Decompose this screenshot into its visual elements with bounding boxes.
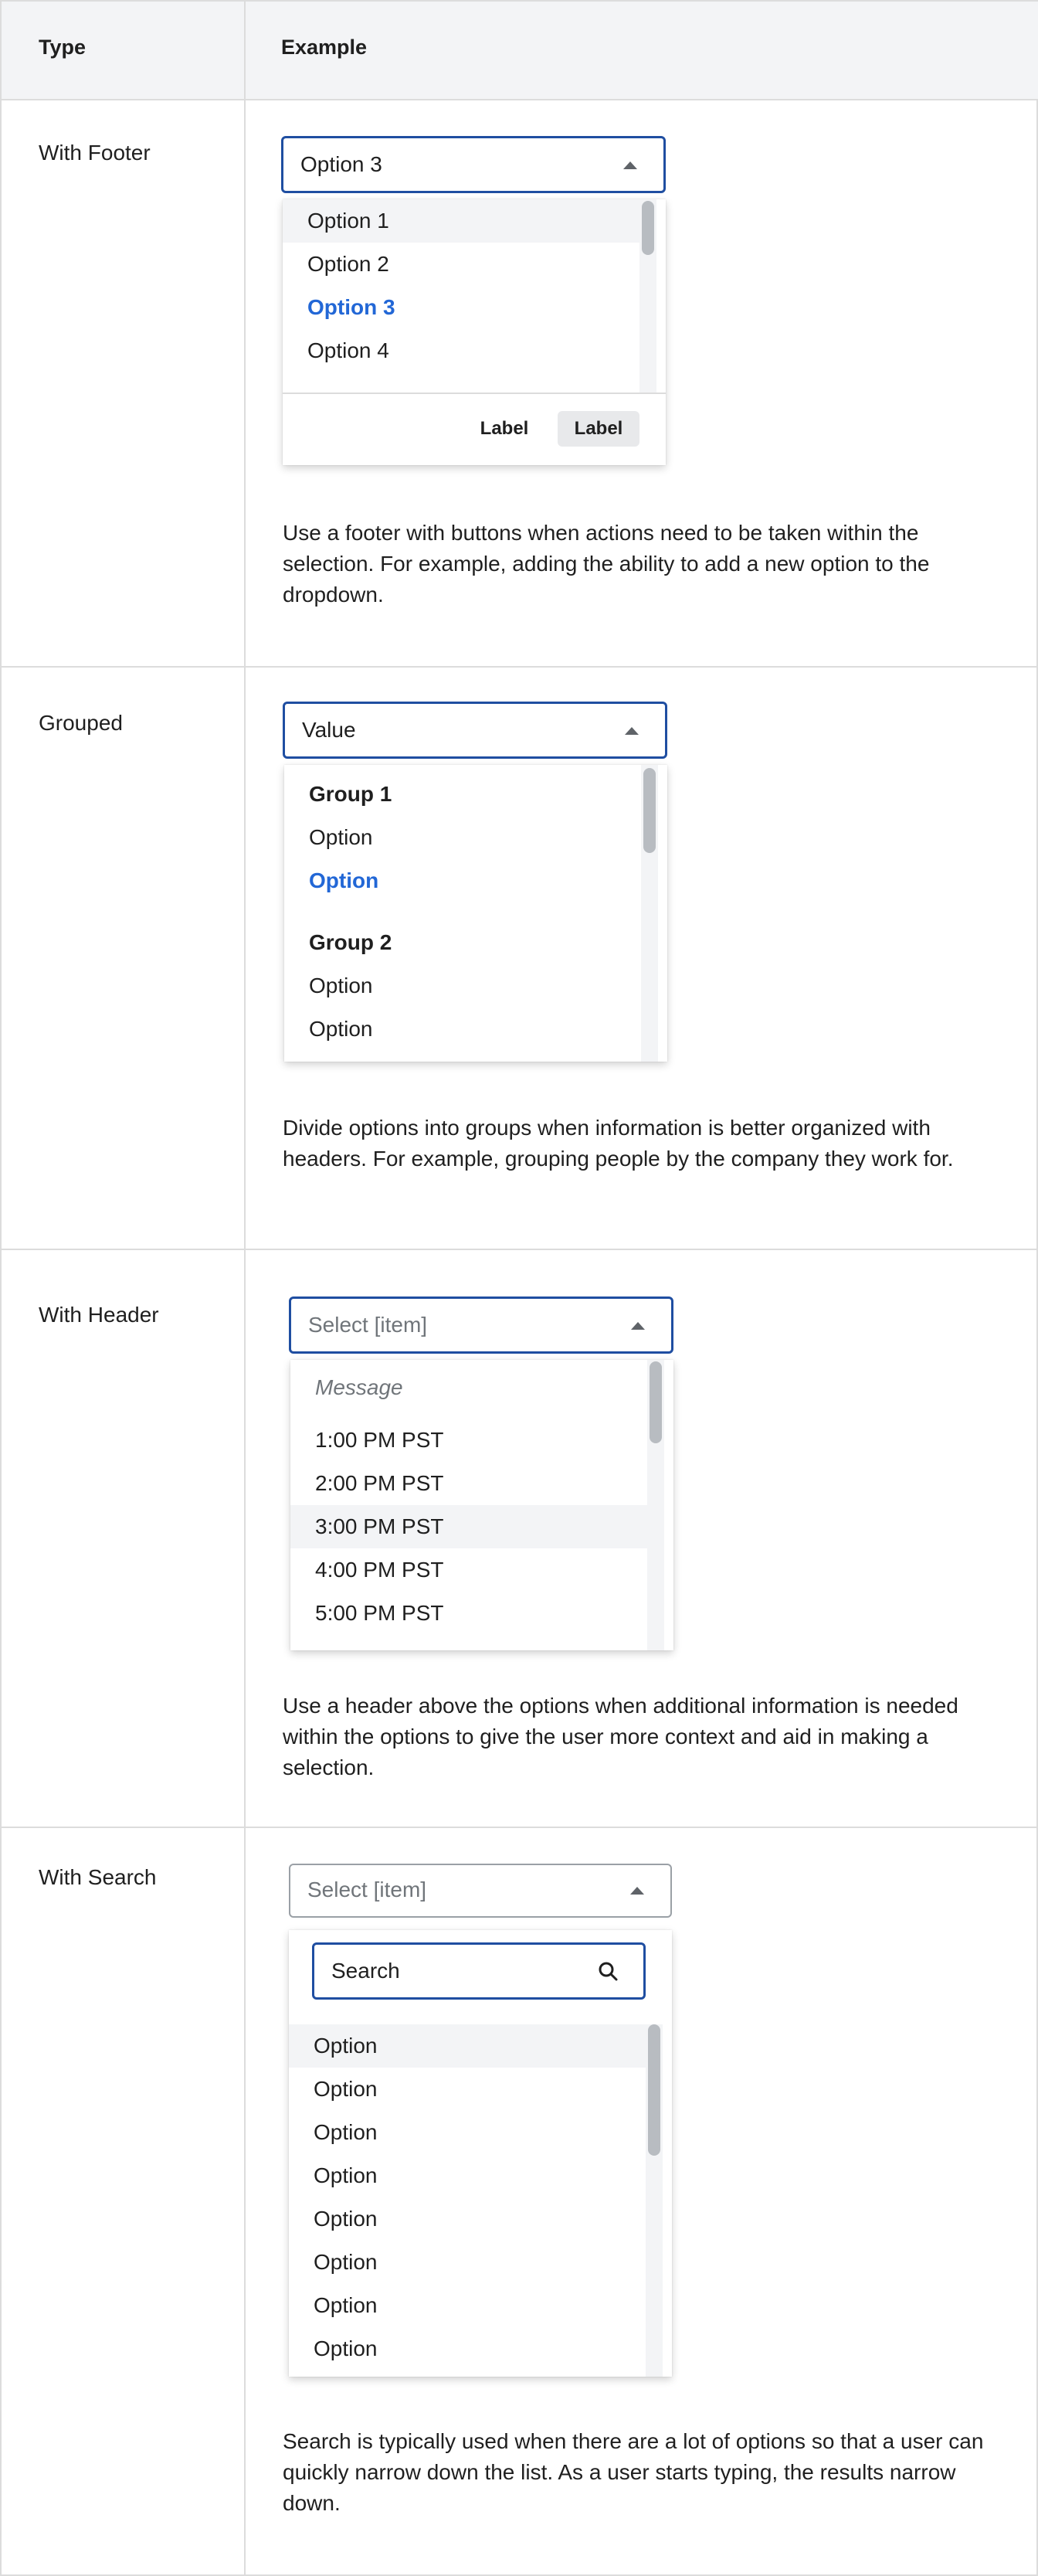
scrollbar-track[interactable] <box>646 2024 663 2377</box>
scrollbar-track[interactable] <box>647 1360 664 1650</box>
row-divider <box>2 1249 1038 1250</box>
option-item-selected[interactable]: Option 3 <box>307 295 395 319</box>
header-description: Use a header above the options when additional information is needed within the options to give the user more context and aid in making a selection. <box>283 1694 958 1779</box>
option-item[interactable]: Option <box>309 974 373 997</box>
option-item[interactable]: 4:00 PM PST <box>315 1558 444 1582</box>
search-text: Search <box>331 1959 400 1983</box>
option-item-hover[interactable]: Option <box>289 2024 646 2068</box>
row-divider <box>2 1827 1038 1828</box>
scrollbar-thumb[interactable] <box>648 2024 660 2156</box>
header-select[interactable] <box>289 1296 673 1354</box>
type-grouped: Grouped <box>39 711 123 735</box>
example-column-header: Example <box>281 36 368 59</box>
row-divider <box>2 99 1038 100</box>
scrollbar-thumb[interactable] <box>650 1361 662 1443</box>
scrollbar-thumb[interactable] <box>642 201 654 255</box>
type-with-search: With Search <box>39 1865 157 1889</box>
search-icon[interactable] <box>597 1960 620 1983</box>
grouped-select[interactable] <box>283 702 667 759</box>
option-item[interactable]: Option <box>314 2336 378 2360</box>
footer-label-button[interactable]: Label <box>480 418 529 439</box>
option-item[interactable]: Option 2 <box>307 252 389 276</box>
footer-divider <box>283 393 666 394</box>
option-item[interactable]: Option 1 <box>283 199 639 243</box>
caret-up-icon <box>630 1887 644 1895</box>
footer-label-button-filled[interactable]: Label <box>558 411 639 447</box>
option-item[interactable]: Option <box>314 2120 378 2144</box>
option-item-selected[interactable]: Option <box>309 868 379 892</box>
select-placeholder: Select [item] <box>307 1878 427 1901</box>
footer-select[interactable] <box>281 136 666 193</box>
select-placeholder: Select [item] <box>308 1313 428 1337</box>
option-item[interactable]: 5:00 PM PST <box>315 1601 444 1625</box>
caret-up-icon <box>625 727 639 735</box>
header-dropdown-menu <box>290 1360 673 1650</box>
footer-description: Use a footer with buttons when actions need to be taken within the selection. For example, adding the ability to add a new option to the dropdown. <box>283 521 930 607</box>
option-item[interactable]: 1:00 PM PST <box>315 1428 444 1452</box>
type-column-header: Type <box>39 36 86 59</box>
search-dropdown-menu <box>289 1930 672 2377</box>
column-divider <box>244 2 246 2576</box>
option-item[interactable]: Option <box>309 825 373 849</box>
type-with-header: With Header <box>39 1303 159 1327</box>
table-header <box>2 2 1038 99</box>
footer-dropdown-menu <box>283 199 666 465</box>
select-value: Option 3 <box>300 152 382 176</box>
grouped-dropdown-menu <box>284 765 667 1062</box>
search-input[interactable] <box>312 1942 646 2000</box>
header-message: Message <box>315 1375 403 1399</box>
option-item[interactable]: Option <box>314 2207 378 2231</box>
type-with-footer: With Footer <box>39 141 151 165</box>
caret-up-icon <box>623 161 637 169</box>
group-header: Group 1 <box>309 782 392 806</box>
option-item-hover[interactable]: 3:00 PM PST <box>290 1505 647 1548</box>
scrollbar-track[interactable] <box>641 765 658 1062</box>
search-description: Search is typically used when there are a lot of options so that a user can quickly narrow down the list. As a user starts typing, the results narrow down. <box>283 2429 984 2515</box>
scrollbar-track[interactable] <box>639 199 656 393</box>
search-select[interactable] <box>289 1864 672 1918</box>
option-item[interactable]: Option <box>314 2250 378 2274</box>
option-item[interactable]: Option <box>314 2077 378 2101</box>
option-item[interactable]: Option 4 <box>307 338 389 362</box>
grouped-description: Divide options into groups when information is better organized with headers. For example, grouping people by the company they work for. <box>283 1116 954 1171</box>
option-item[interactable]: Option <box>314 2163 378 2187</box>
select-value: Value <box>302 718 356 742</box>
option-item[interactable]: Option <box>314 2293 378 2317</box>
caret-up-icon <box>631 1322 645 1330</box>
scrollbar-thumb[interactable] <box>643 768 656 853</box>
option-item[interactable]: Option <box>309 1017 373 1041</box>
group-header: Group 2 <box>309 930 392 954</box>
row-divider <box>2 666 1038 668</box>
option-item[interactable]: 2:00 PM PST <box>315 1471 444 1495</box>
